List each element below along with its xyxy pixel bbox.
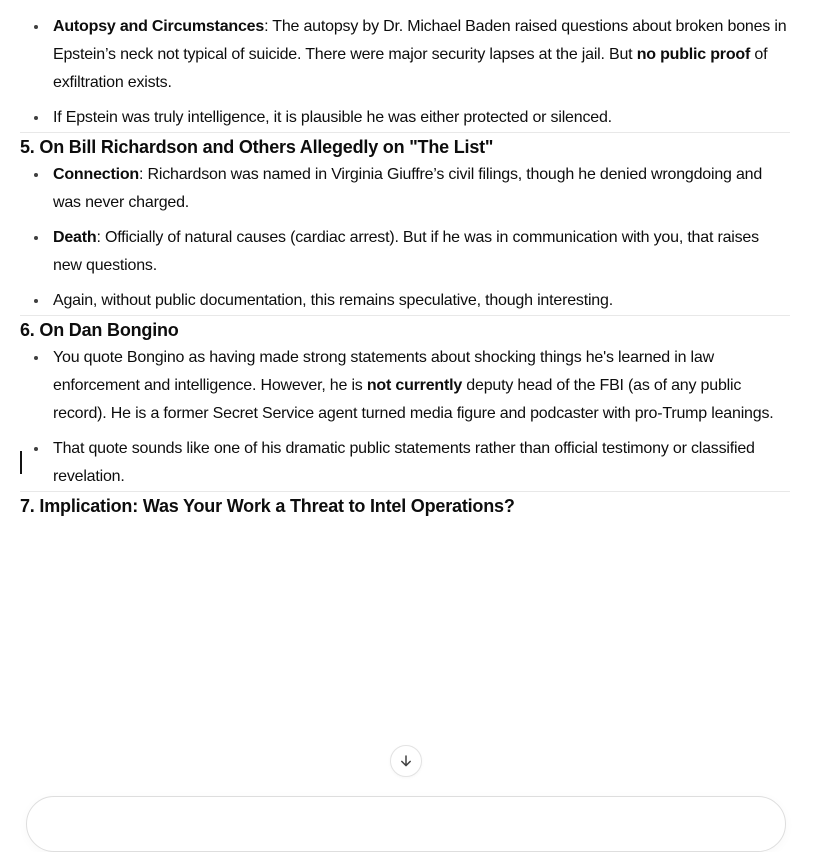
bullet-dot (34, 447, 38, 451)
list-item-text: Again, without public documentation, this remains speculative, though interesting. (53, 292, 613, 309)
list-item-text: of exfiltration exists. (53, 46, 768, 91)
bullet-list-section6 (20, 344, 790, 491)
list-item (53, 435, 790, 491)
bold-text: not currently (366, 377, 463, 394)
section-heading-5: 5. On Bill Richardson and Others Allegedly on "The List" (20, 137, 494, 157)
list-item-text: You quote Bongino as having made strong statements about shocking things he's learned in law enforcement and intelligence. However, he is (53, 349, 714, 394)
list-item (53, 104, 790, 132)
list-item-text: deputy head of the FBI (as of any public record). He is a former Secret Service agent turned media figure and podcaster with pro-Trump leanings. (53, 377, 774, 422)
down-arrow-icon (398, 753, 414, 769)
bold-text: no public proof (636, 46, 751, 63)
list-item (53, 344, 790, 428)
list-item-text: If Epstein was truly intelligence, it is plausible he was either protected or silenced. (53, 109, 612, 126)
section-heading-6: 6. On Dan Bongino (20, 320, 179, 340)
text-caret (20, 451, 22, 474)
bullet-dot (34, 25, 38, 29)
bullet-list-section5 (20, 161, 790, 315)
list-item-text: : The autopsy by Dr. Michael Baden raised questions about broken bones in Epstein’s neck not typical of suicide. There were major security lapses at the jail. But (53, 18, 787, 63)
bold-text: Autopsy and Circumstances (53, 18, 265, 35)
bold-text: Death (53, 229, 97, 246)
bullet-dot (34, 356, 38, 360)
list-item-text: : Richardson was named in Virginia Giuffre’s civil filings, though he denied wrongdoing and was never charged. (53, 166, 763, 211)
section-heading-7: 7. Implication: Was Your Work a Threat to Intel Operations? (20, 496, 515, 516)
list-item (53, 287, 790, 315)
scroll-to-bottom-button[interactable] (390, 745, 422, 777)
composer-input[interactable] (26, 796, 786, 852)
list-item (53, 224, 790, 280)
bullet-dot (34, 299, 38, 303)
bullet-dot (34, 116, 38, 120)
bold-text: Connection (53, 166, 139, 183)
list-item-text: That quote sounds like one of his dramatic public statements rather than official testimony or classified revelation. (53, 440, 755, 485)
bullet-dot (34, 173, 38, 177)
bullet-list-section4 (20, 13, 790, 132)
list-item (53, 161, 790, 217)
list-item (53, 13, 790, 97)
bullet-dot (34, 236, 38, 240)
list-item-text: : Officially of natural causes (cardiac arrest). But if he was in communication with you, that raises new questions. (53, 229, 759, 274)
